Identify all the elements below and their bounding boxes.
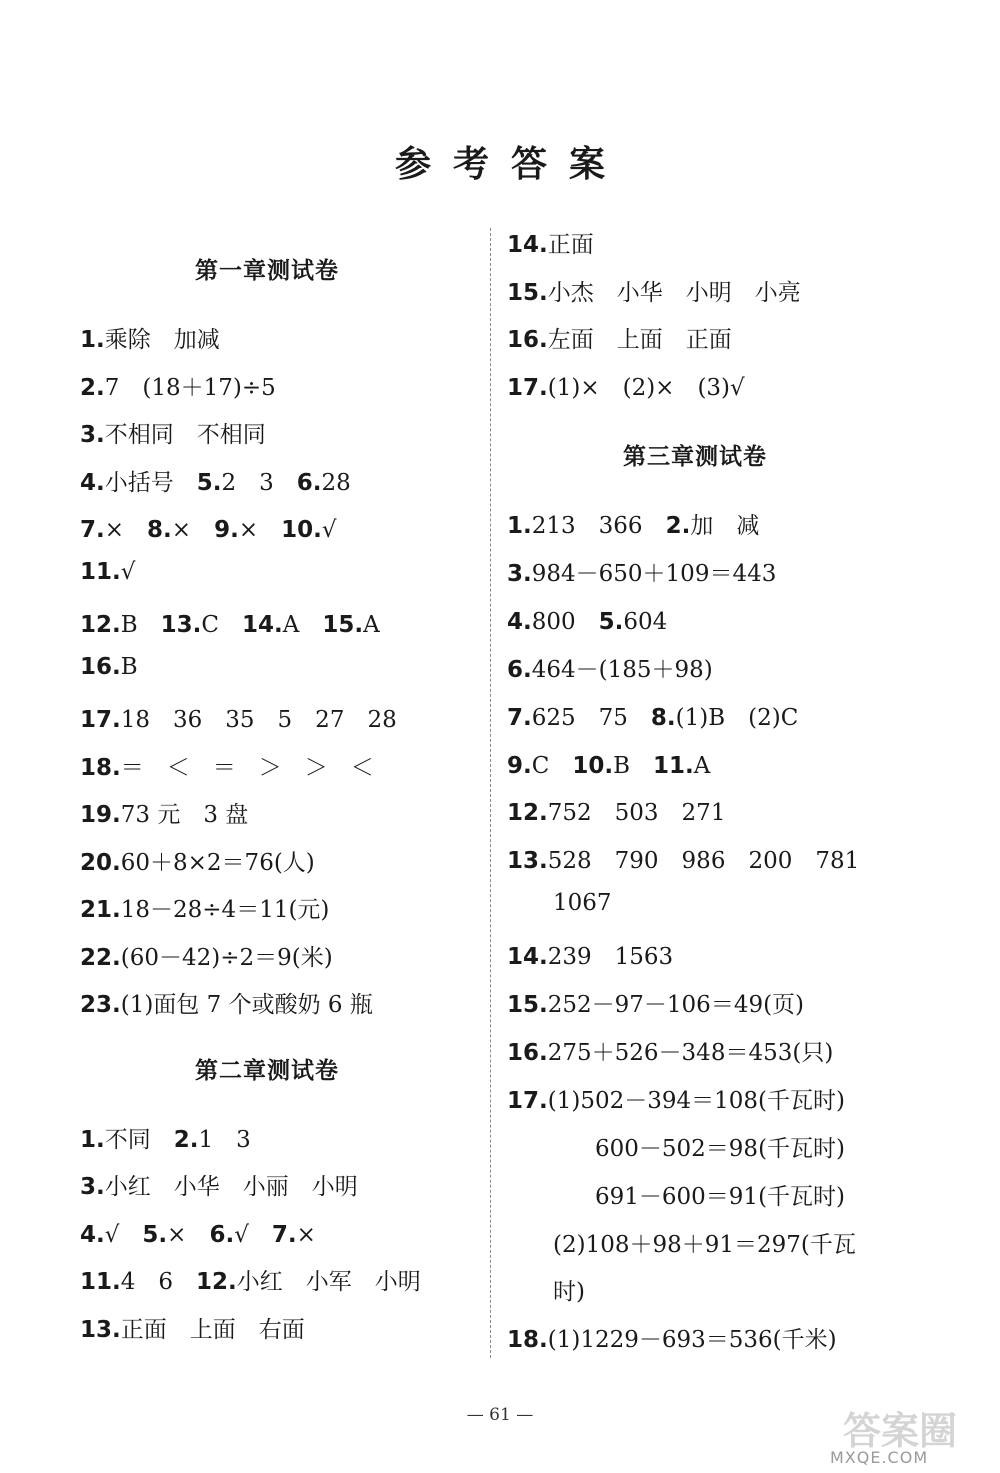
- answer-line: [80, 1216, 316, 1249]
- answer-text: 2 3: [221, 469, 297, 496]
- answer-text: 时): [553, 1279, 585, 1306]
- answer-line: [80, 891, 329, 924]
- answer-text: (1)B (2)C: [675, 704, 799, 731]
- question-number: 8.: [147, 517, 172, 543]
- question-number: 4.: [80, 469, 105, 496]
- answer-text: A: [282, 612, 323, 638]
- answer-text: ×: [238, 517, 282, 543]
- section-heading: 第一章测试卷: [195, 258, 339, 284]
- question-number: 18.: [80, 754, 121, 781]
- answer-line: [80, 1263, 421, 1296]
- answer-text: B: [120, 612, 161, 638]
- answer-line: [80, 796, 248, 829]
- answer-line: [595, 1130, 845, 1163]
- watermark-text: MXQE.COM: [830, 1448, 929, 1467]
- question-number: 1.: [80, 327, 105, 353]
- answer-line: [80, 416, 266, 449]
- answer-text: (1)× (2)× (3)√: [547, 374, 745, 401]
- question-number: 10.: [572, 752, 614, 779]
- answer-text: 7 (18＋17)÷5: [104, 374, 276, 401]
- answer-line: [80, 511, 337, 544]
- question-number: 3.: [507, 560, 532, 587]
- answer-line: [507, 986, 804, 1019]
- answer-text: B: [120, 653, 138, 680]
- answer-line: [507, 699, 798, 732]
- answer-line: [507, 1321, 837, 1354]
- column-divider: [490, 228, 491, 1358]
- question-number: 12.: [196, 1269, 237, 1295]
- answer-line: [553, 1273, 585, 1306]
- answer-text: C: [531, 752, 573, 779]
- answer-line: [507, 369, 745, 402]
- answer-text: 小红 小华 小丽 小明: [104, 1174, 358, 1200]
- answer-line: [507, 1034, 833, 1067]
- answer-text: ×: [167, 1221, 210, 1248]
- answer-line: [507, 555, 776, 588]
- answer-line: [507, 321, 732, 354]
- answer-line: [80, 654, 138, 680]
- question-number: 2.: [80, 374, 105, 401]
- question-number: 11.: [80, 558, 121, 585]
- answer-text: 小杰 小华 小明 小亮: [547, 279, 801, 306]
- answer-text: 275＋526－348＝453(只): [547, 1039, 834, 1066]
- answer-text: 不同: [104, 1126, 174, 1153]
- question-number: 22.: [80, 944, 121, 971]
- answer-text: 984－650＋109＝443: [531, 560, 777, 587]
- answer-text: 252－97－106＝49(页): [547, 992, 805, 1018]
- watermark-logo-text: 答案圈: [842, 1409, 958, 1453]
- question-number: 23.: [80, 992, 121, 1018]
- question-number: 12.: [507, 800, 548, 827]
- page-title: 参考答案: [394, 143, 627, 185]
- question-number: 7.: [507, 704, 532, 731]
- answer-text: 18 36 35 5 27 28: [120, 707, 397, 733]
- question-number: 9.: [507, 752, 532, 779]
- section-heading: 第三章测试卷: [623, 444, 767, 470]
- answer-text: √: [104, 1221, 143, 1248]
- question-number: 3.: [80, 422, 105, 448]
- answer-text: 464－(185＋98): [531, 656, 713, 683]
- question-number: 5.: [142, 1221, 168, 1248]
- answer-text: 73 元 3 盘: [120, 802, 249, 828]
- answer-text: ×: [104, 517, 148, 543]
- answer-text: √: [120, 558, 136, 585]
- question-number: 10.: [281, 517, 322, 543]
- question-number: 4.: [80, 1221, 105, 1248]
- question-number: 14.: [507, 944, 548, 971]
- question-number: 17.: [80, 707, 121, 733]
- answer-text: ×: [171, 517, 215, 543]
- question-number: 21.: [80, 897, 121, 923]
- answer-text: 小括号: [104, 469, 197, 496]
- answer-line: [80, 844, 315, 877]
- answer-text: 18－28÷4＝11(元): [120, 897, 330, 923]
- answer-line: [80, 606, 380, 639]
- question-number: 17.: [507, 1087, 548, 1114]
- answer-text: 乘除 加减: [104, 327, 220, 353]
- answer-text: 600－502＝98(千瓦时): [595, 1135, 846, 1162]
- question-number: 6.: [209, 1221, 235, 1248]
- answer-line: [80, 559, 135, 585]
- answer-line: [80, 321, 220, 354]
- answer-text: 528 790 986 200 781: [547, 848, 860, 875]
- answer-text: 604: [623, 608, 668, 635]
- question-number: 13.: [507, 848, 548, 875]
- question-number: 14.: [507, 232, 548, 258]
- question-number: 7.: [271, 1221, 297, 1248]
- answer-line: [80, 1168, 358, 1201]
- answer-line: [507, 794, 725, 827]
- answer-line: [553, 1226, 856, 1259]
- question-number: 5.: [196, 469, 222, 496]
- question-number: 15.: [507, 279, 548, 306]
- question-number: 13.: [160, 612, 202, 638]
- answer-text: C: [201, 612, 243, 638]
- question-number: 14.: [242, 612, 283, 638]
- answer-line: [80, 1121, 251, 1154]
- question-number: 6.: [296, 469, 322, 496]
- question-number: 6.: [507, 656, 532, 683]
- question-number: 16.: [80, 653, 121, 680]
- answer-text: 小红 小军 小明: [236, 1269, 421, 1295]
- question-number: 3.: [80, 1174, 105, 1200]
- answer-text: 800: [531, 608, 599, 635]
- answer-text: A: [363, 612, 380, 638]
- page-number: — 61 —: [466, 1405, 534, 1425]
- answer-text: 1 3: [198, 1126, 251, 1153]
- question-number: 16.: [507, 1039, 548, 1066]
- answer-text: 正面 上面 右面: [120, 1316, 305, 1343]
- answer-text: (2)108＋98＋91＝297(千瓦: [553, 1231, 856, 1258]
- question-number: 7.: [80, 517, 105, 543]
- answer-line: [507, 507, 759, 540]
- answer-line: [595, 1178, 845, 1211]
- answer-text: 752 503 271: [547, 800, 726, 827]
- answer-text: 加 减: [690, 513, 760, 539]
- answer-line: [507, 938, 673, 971]
- question-number: 9.: [214, 517, 239, 543]
- answer-line: [507, 274, 801, 307]
- question-number: 16.: [507, 327, 548, 353]
- answer-text: (60－42)÷2＝9(米): [120, 944, 333, 971]
- question-number: 19.: [80, 802, 121, 828]
- answer-line: [553, 890, 612, 916]
- answer-text: 正面: [547, 232, 594, 258]
- question-number: 4.: [507, 608, 532, 635]
- question-number: 8.: [650, 704, 676, 731]
- answer-text: (1)502－394＝108(千瓦时): [547, 1087, 845, 1114]
- answer-line: [80, 986, 373, 1019]
- answer-line: [507, 842, 859, 875]
- answer-line: [80, 464, 351, 497]
- question-number: 12.: [80, 612, 121, 638]
- answer-text: ×: [296, 1221, 316, 1248]
- question-number: 1.: [507, 513, 532, 539]
- answer-text: √: [321, 517, 337, 543]
- answer-text: 28: [321, 469, 351, 496]
- question-number: 11.: [653, 752, 694, 779]
- section-heading: 第二章测试卷: [195, 1057, 339, 1084]
- question-number: 11.: [80, 1269, 121, 1295]
- answer-line: [80, 369, 276, 402]
- answer-text: A: [693, 752, 711, 779]
- answer-line: [80, 1311, 305, 1344]
- answer-line: [507, 603, 667, 636]
- question-number: 15.: [507, 992, 548, 1018]
- answer-line: [507, 651, 713, 684]
- answer-line: [507, 747, 710, 780]
- answer-text: 691－600＝91(千瓦时): [595, 1183, 846, 1210]
- answer-line: [507, 1082, 845, 1115]
- answer-text: (1)面包 7 个或酸奶 6 瓶: [120, 992, 373, 1018]
- question-number: 5.: [598, 608, 624, 635]
- question-number: 20.: [80, 849, 121, 876]
- answer-line: [80, 939, 333, 972]
- answer-text: 60＋8×2＝76(人): [120, 849, 315, 876]
- answer-line: [80, 701, 397, 734]
- answer-text: 左面 上面 正面: [547, 327, 732, 353]
- answer-text: 1067: [553, 890, 612, 917]
- answer-line: [507, 226, 594, 259]
- answer-text: 不相同 不相同: [104, 422, 266, 448]
- answer-text: 213 366: [531, 513, 666, 539]
- question-number: 2.: [665, 513, 691, 539]
- answer-text: B: [613, 752, 654, 779]
- answer-text: ＝ ＜ ＝ ＞ ＞ ＜: [120, 754, 374, 781]
- answer-text: 625 75: [531, 704, 651, 731]
- answer-text: √: [234, 1221, 272, 1248]
- answer-text: (1)1229－693＝536(千米): [547, 1327, 837, 1354]
- question-number: 15.: [322, 612, 364, 638]
- answer-text: 4 6: [120, 1269, 197, 1295]
- answer-text: 239 1563: [547, 944, 674, 971]
- answer-line: [80, 749, 374, 782]
- question-number: 1.: [80, 1126, 105, 1153]
- question-number: 17.: [507, 374, 548, 401]
- question-number: 18.: [507, 1327, 548, 1354]
- question-number: 13.: [80, 1316, 121, 1343]
- question-number: 2.: [173, 1126, 199, 1153]
